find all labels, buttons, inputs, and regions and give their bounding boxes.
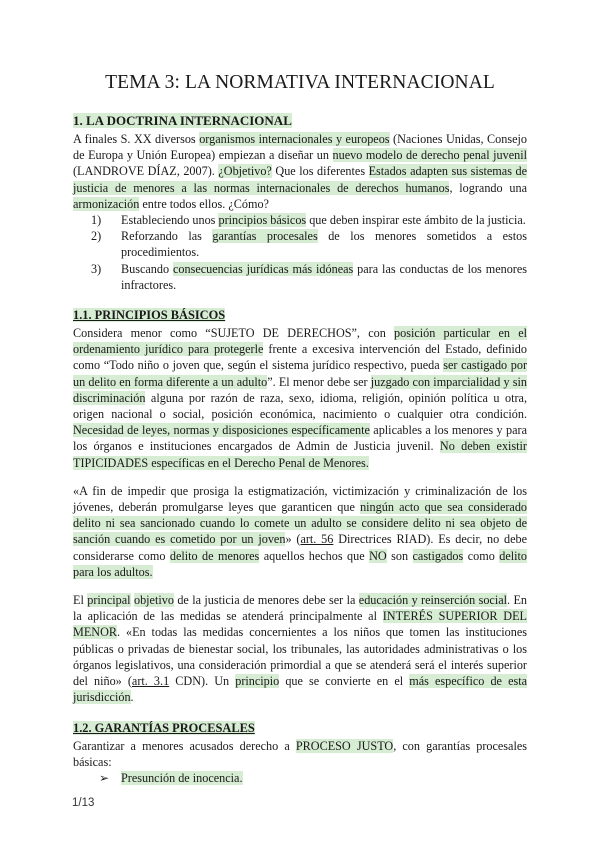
arrow-bullet-icon: ➢ [99, 770, 110, 785]
page-number: 1/13 [72, 797, 95, 809]
paragraph-riad-quote: «A fin de impedir que prosiga la estigmatización, victimización y criminalización de los jóvenes, deberán promulgarse leyes que garanticen que ningún acto que sea considerado delito ni sea sancionado cuando lo comete un adulto se considere delito ni sea objeto de sanción cuando es cometido por un joven» (art. 56 Directrices RIAD). Es decir, no debe considerarse como delito de menores aquellos hechos que NO son castigados como delito para los adultos. [73, 483, 528, 579]
list-item: 2) Reforzando las garantías procesales de los menores sometidos a estos procedimientos. [91, 229, 527, 260]
list-item: 3) Buscando consecuencias jurídicas más idóneas para las conductas de los menores infractores. [91, 261, 527, 292]
section-heading-doctrina: 1. LA DOCTRINA INTERNACIONAL [73, 113, 292, 128]
paragraph-doctrina: A finales S. XX diversos organismos internacionales y europeos (Naciones Unidas, Consejo de Europa y Unión Europea) empiezan a diseñar un nuevo modelo de derecho penal juvenil (LANDROVE DÍAZ, 2007). ¿Objetivo? Que los diferentes Estados adapten sus sistemas de justicia de menores a las normas internacionales de derechos humanos, logrando una armonización entre todos ellos. ¿Cómo? [73, 132, 528, 211]
numbered-list [73, 212, 527, 293]
paragraph-interes-superior: El principal objetivo de la justicia de menores debe ser la educación y reinserción social. En la aplicación de las medidas se atenderá principalmente al INTERÉS SUPERIOR DEL MENOR. «En todas las medidas concernientes a los niños que tomen las instituciones públicas o privadas de bienestar social, los tribunales, las autoridades administrativas o los órganos legislativos, una consideración primordial a que se atenderá será el interés superior del niño» (art. 3.1 CDN). Un principio que se convierte en el más específico de esta jurisdicción. [73, 593, 528, 705]
subsection-heading-garantias: 1.2. GARANTÍAS PROCESALES [73, 720, 255, 735]
list-item: 1) Estableciendo unos principios básicos que deben inspirar este ámbito de la justicia. [91, 213, 526, 228]
bullet-item: ➢ Presunción de inocencia. [73, 770, 527, 786]
page-title: TEMA 3: LA NORMATIVA INTERNACIONAL [105, 72, 495, 93]
paragraph-garantias: Garantizar a menores acusados derecho a PROCESO JUSTO, con garantías procesales básicas: [73, 738, 527, 769]
subsection-heading-principios: 1.1. PRINCIPIOS BÁSICOS [73, 308, 226, 323]
paragraph-sujeto-derechos: Considera menor como “SUJETO DE DERECHOS”, con posición particular en el ordenamiento jurídico para protegerle frente a excesiva intervención del Estado, definido como “Todo niño o joven que, según el sistema jurídico respectivo, pueda ser castigado por un delito en forma diferente a un adulto”. El menor debe ser juzgado con imparcialidad y sin discriminación alguna por razón de raza, sexo, idioma, religión, opinión política u otra, origen nacional o social, posición económica, nacimiento o cualquier otra condición. Necesidad de leyes, normas y disposiciones específicamente aplicables a los menores y para los órganos e instituciones encargados de Admin de Justicia juvenil. No deben existir TIPICIDADES específicas en el Derecho Penal de Menores. [73, 326, 527, 470]
document-page [73, 72, 527, 786]
